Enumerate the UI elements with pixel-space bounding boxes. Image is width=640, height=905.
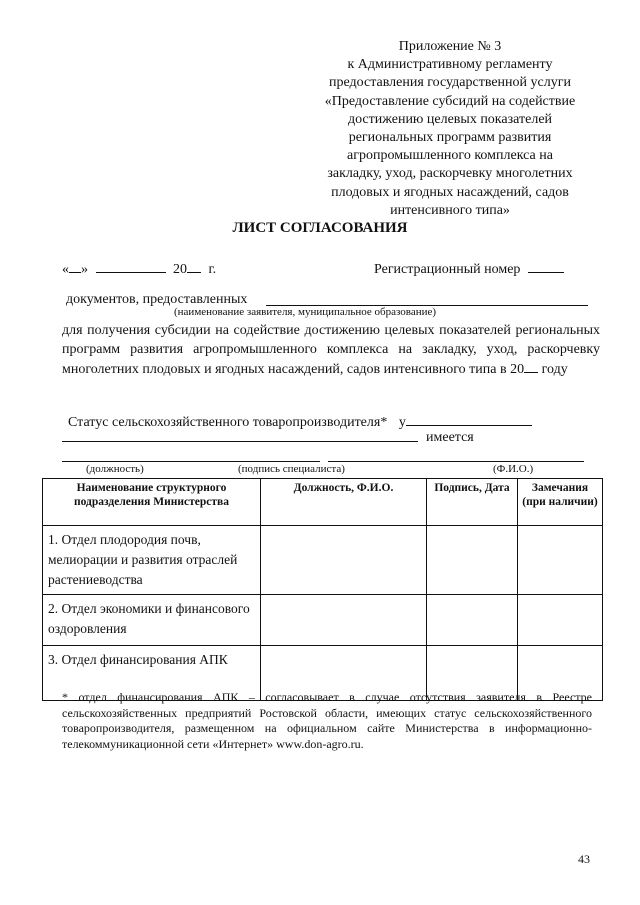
status-label: Статус сельскохозяйственного товаропроизводителя* xyxy=(68,415,388,430)
status-blank[interactable] xyxy=(406,412,532,426)
position-cell[interactable] xyxy=(261,526,427,595)
column-header: Наименование структурного подразделения Министерства xyxy=(43,479,261,526)
appendix-line: агропромышленного комплекса на xyxy=(347,148,553,164)
column-header: Замечания (при наличии) xyxy=(518,479,603,526)
signature-cell[interactable] xyxy=(427,526,518,595)
remarks-cell[interactable] xyxy=(518,595,603,646)
day-blank[interactable] xyxy=(69,259,81,273)
purpose-year-blank[interactable] xyxy=(524,359,538,373)
signature-blank-left[interactable] xyxy=(62,461,320,462)
column-header: Должность, Ф.И.О. xyxy=(261,479,427,526)
appendix-line: интенсивного типа» xyxy=(390,202,510,218)
appendix-line: закладку, уход, раскорчевку многолетних xyxy=(327,166,573,182)
status-suffix: имеется xyxy=(426,430,474,445)
hint-signature: (подпись специалиста) xyxy=(238,463,345,475)
appendix-header xyxy=(300,38,600,220)
department-cell: 3. Отдел финансирования АПК xyxy=(43,646,261,701)
footnote: * отдел финансирования АПК – согласовывает в случае отсутствия заявителя в Реестре сельскохозяйственных предприятий Ростовской области, имеющих статус сельскохозяйственного товаропроизводителя, размещенном на официальном сайте Министерства в информационно-телекоммуникационной сети «Интернет» www.don-agro.ru. xyxy=(62,690,592,751)
page-number: 43 xyxy=(578,852,590,866)
registration-blank[interactable] xyxy=(528,259,564,273)
page-title: ЛИСТ СОГЛАСОВАНИЯ xyxy=(232,220,408,236)
registration-number xyxy=(374,259,564,278)
year-prefix: 20 xyxy=(173,262,187,277)
hint-position: (должность) xyxy=(86,463,144,475)
month-blank[interactable] xyxy=(96,259,166,273)
quote-close: » xyxy=(81,262,88,277)
hint-name: (Ф.И.О.) xyxy=(493,463,534,475)
appendix-line: достижению целевых показателей xyxy=(347,111,553,127)
registration-label: Регистрационный номер xyxy=(374,262,521,277)
signature-blank-right[interactable] xyxy=(328,461,584,462)
appendix-line: «Предоставление субсидий на содействие xyxy=(324,93,576,109)
year-suffix: г. xyxy=(208,262,217,277)
table-header-row xyxy=(43,479,603,526)
status-prefix: у xyxy=(398,415,406,430)
signature-cell[interactable] xyxy=(427,595,518,646)
purpose-text-end: году xyxy=(541,362,568,377)
date-line xyxy=(62,259,216,278)
table-row xyxy=(43,595,603,646)
status-line xyxy=(68,412,532,431)
purpose-text: для получения субсидии на содействие достижению целевых показателей региональных программ развития агропромышленного комплекса на закладку, уход, раскорчевку многолетних плодовых и ягодных насаждений, садов интенсивного типа в 20 xyxy=(62,323,600,377)
purpose-paragraph xyxy=(62,322,600,380)
department-cell: 2. Отдел экономики и финансового оздоровления xyxy=(43,595,261,646)
approval-table xyxy=(42,478,603,701)
appendix-line: региональных программ развития xyxy=(348,130,552,146)
documents-hint: (наименование заявителя, муниципальное образование) xyxy=(174,306,437,318)
documents-label: документов, предоставленных xyxy=(66,292,248,307)
appendix-line: плодовых и ягодных насаждений, садов xyxy=(331,184,569,200)
appendix-line: Приложение № 3 xyxy=(398,39,502,54)
status-blank-2[interactable] xyxy=(62,441,418,442)
department-cell: 1. Отдел плодородия почв, мелиорации и развития отраслей растениеводства xyxy=(43,526,261,595)
year-blank[interactable] xyxy=(187,259,201,273)
appendix-line: к Административному регламенту xyxy=(347,57,553,73)
appendix-line: предоставления государственной услуги xyxy=(329,75,571,91)
position-cell[interactable] xyxy=(261,595,427,646)
column-header: Подпись, Дата xyxy=(427,479,518,526)
remarks-cell[interactable] xyxy=(518,526,603,595)
table-row xyxy=(43,526,603,595)
quote-open: « xyxy=(62,262,69,277)
